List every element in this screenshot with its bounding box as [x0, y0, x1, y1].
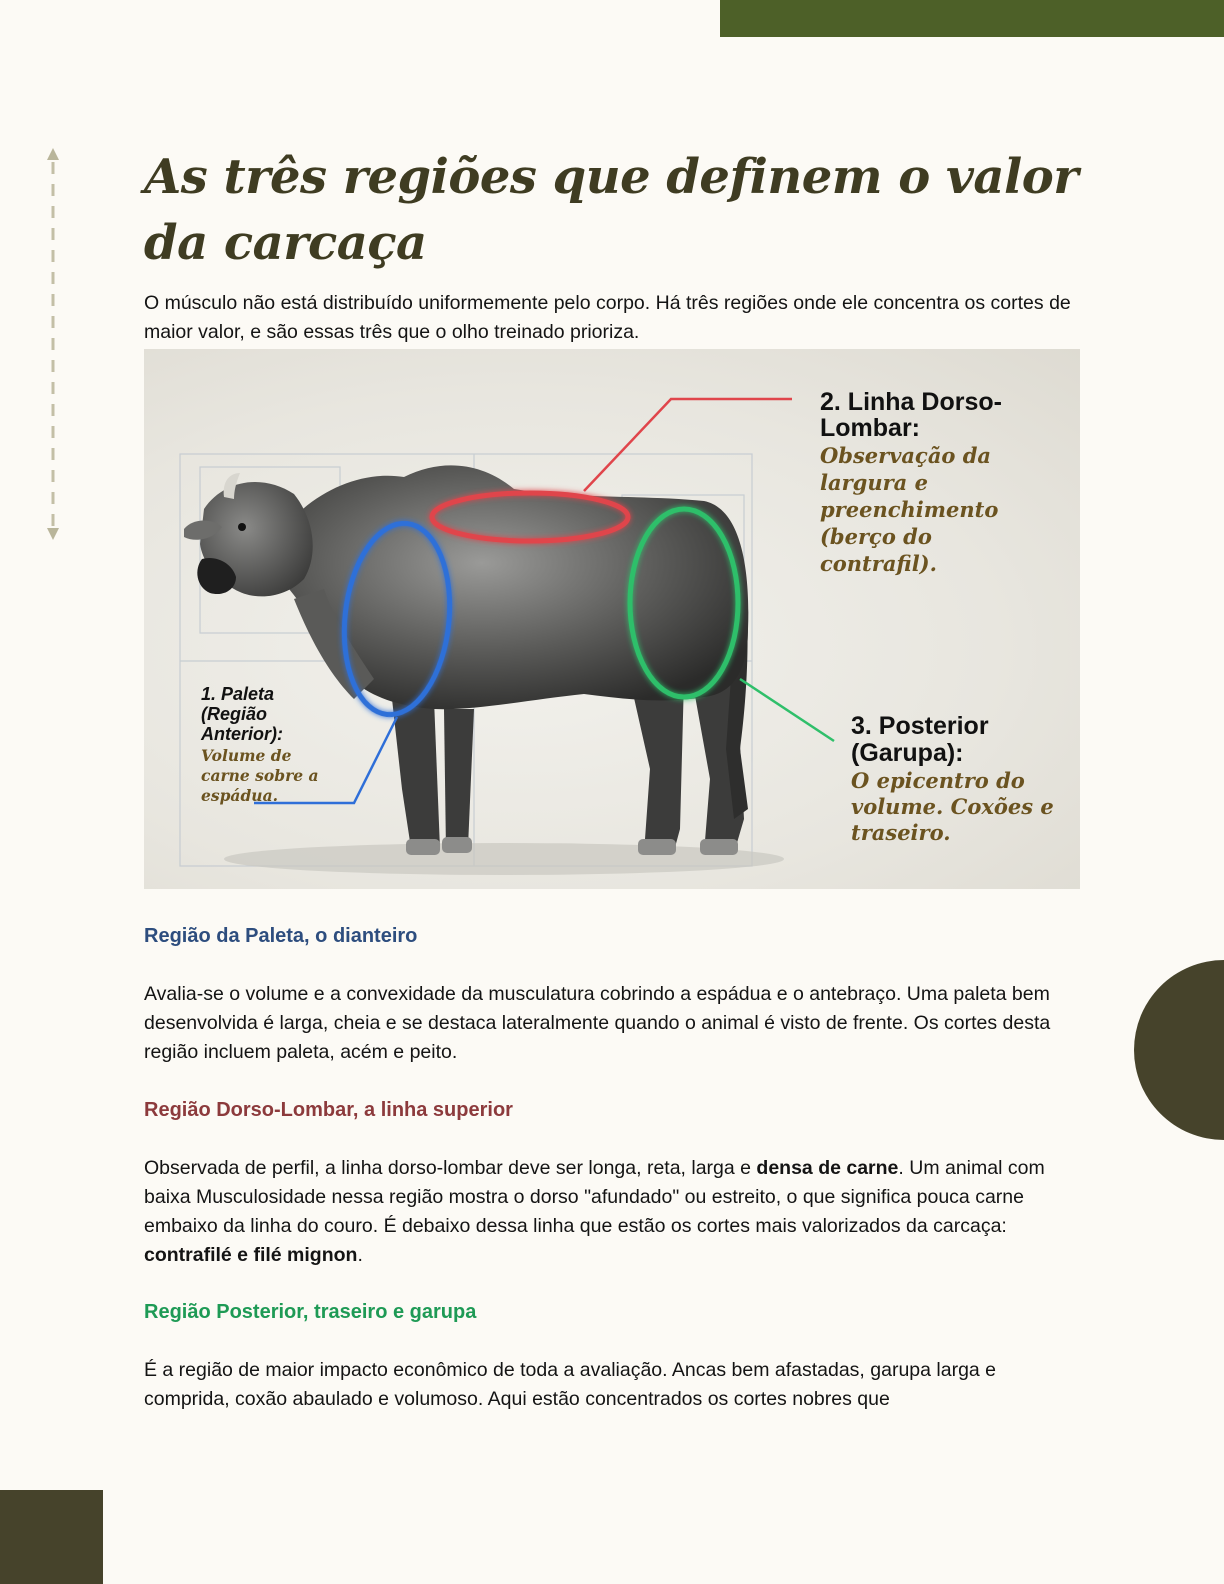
section-posterior-text: É a região de maior impacto econômico de toda a avaliação. Ancas bem afastadas, garupa larga e comprida, coxão abaulado e volumoso. Aqui estão concentrados os cortes nobres que	[144, 1359, 997, 1410]
section-posterior-heading: Região Posterior, traseiro e garupa	[144, 1301, 477, 1323]
text-part: .	[357, 1244, 363, 1266]
section-paleta-text: Avalia-se o volume e a convexidade da musculatura cobrindo a espádua e o antebraço. Uma paleta bem desenvolvida é larga, cheia e se destaca lateralmente quando o animal é visto de frente. Os cortes desta região incluem paleta, acém e peito.	[144, 983, 1051, 1063]
section-paleta-heading: Região da Paleta, o dianteiro	[144, 925, 418, 947]
annotation-dorso-lombar-body: Observação da largura e preenchimento (berço do contrafil).	[820, 443, 999, 576]
section-dorso-lombar-text	[144, 1154, 1064, 1270]
page-title: As três regiões que definem o valor da carcaça	[144, 149, 1079, 271]
annotation-dorso-lombar	[820, 389, 1050, 577]
cattle-regions-figure	[144, 349, 1080, 889]
text-part: . Um animal com baixa Musculosidade nessa região mostra o dorso "afundado" ou estreito, o que significa pouca carne embaixo da linha do couro. É debaixo dessa linha que estão os cortes mais valorizados da carcaça:	[144, 1157, 1045, 1237]
section-paleta	[144, 922, 1064, 1067]
bottom-accent-block	[0, 1490, 103, 1584]
annotation-paleta-body: Volume de carne sobre a espádua.	[201, 746, 319, 805]
section-posterior	[144, 1298, 1064, 1414]
emphasis-text: contrafilé e filé mignon	[144, 1244, 358, 1266]
top-accent-bar	[720, 0, 1224, 37]
section-dorso-lombar-heading: Região Dorso-Lombar, a linha superior	[144, 1099, 513, 1121]
section-dorso-lombar	[144, 1096, 1064, 1270]
text-part: Observada de perfil, a linha dorso-lombar deve ser longa, reta, larga e	[144, 1157, 757, 1179]
scroll-arrow-icon	[46, 148, 60, 540]
annotation-posterior-heading: 3. Posterior (Garupa):	[851, 712, 989, 767]
intro-paragraph: O músculo não está distribuído uniformemente pelo corpo. Há três regiões onde ele concentra os cortes de maior valor, e são essas três que o olho treinado prioriza.	[144, 292, 1071, 343]
decorative-half-circle	[1134, 960, 1224, 1140]
annotation-posterior	[851, 713, 1061, 846]
annotation-posterior-body: O epicentro do volume. Coxões e traseiro.	[851, 768, 1054, 845]
emphasis-text: densa de carne	[756, 1157, 899, 1179]
annotation-dorso-lombar-heading: 2. Linha Dorso-Lombar:	[820, 388, 1002, 442]
annotation-paleta	[201, 684, 321, 806]
annotation-paleta-heading: 1. Paleta (Região Anterior):	[201, 684, 283, 744]
